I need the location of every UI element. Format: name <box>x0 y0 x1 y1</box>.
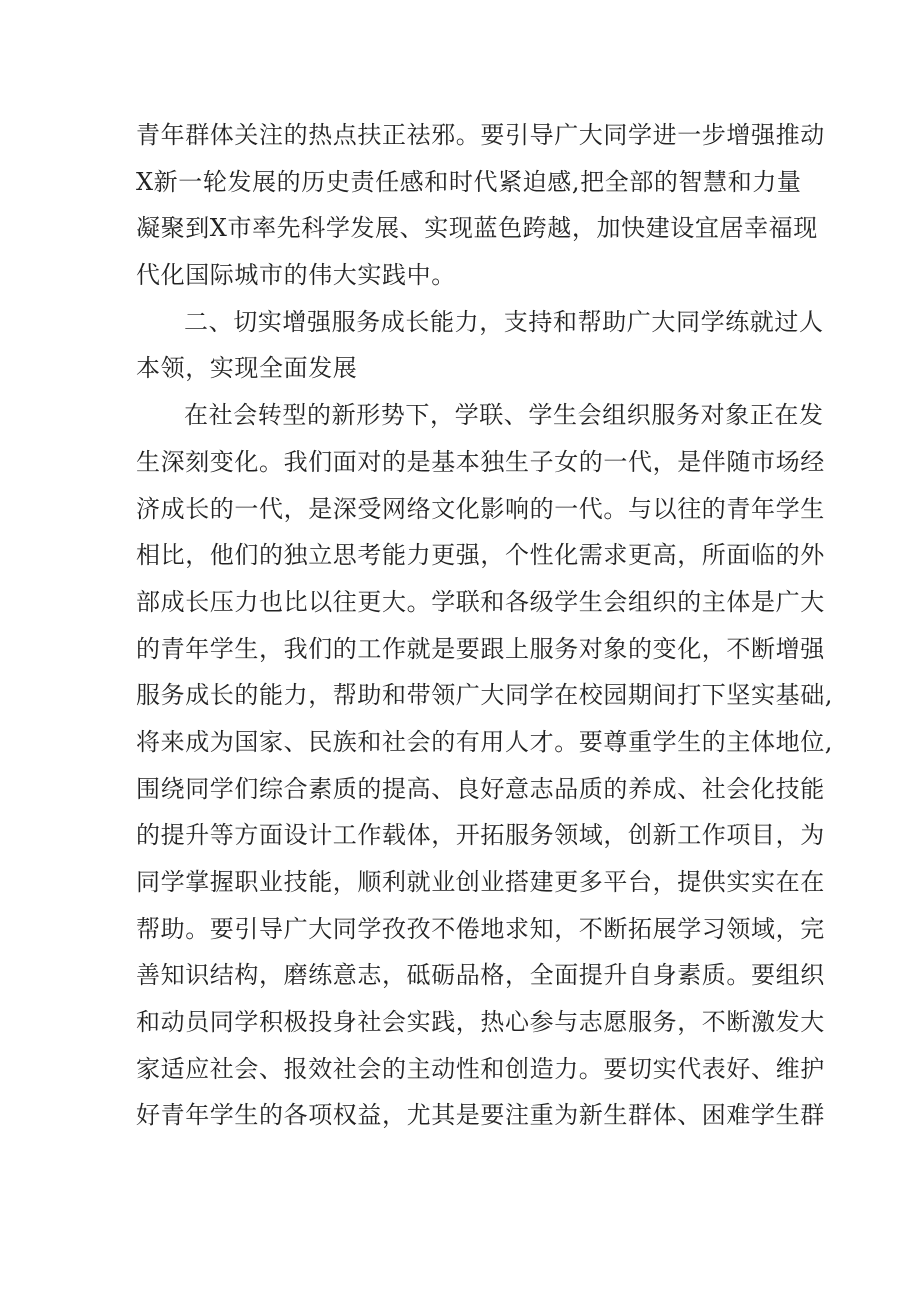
text-line: 围绕同学们综合素质的提高、良好意志品质的养成、社会化技能 <box>136 774 825 803</box>
text-line: 相比，他们的独立思考能力更强，个性化需求更高，所面临的外 <box>136 541 825 570</box>
text-line: 好青年学生的各项权益，尤其是要注重为新生群体、困难学生群 <box>136 1101 825 1130</box>
text-line: 将来成为国家、民族和社会的有用人才。要尊重学生的主体地位, <box>136 727 834 756</box>
text-line: 青年群体关注的热点扶正祛邪。要引导广大同学进一步增强推动 <box>136 121 825 149</box>
text-line: 服务成长的能力，帮助和带领广大同学在校园期间打下坚实基础, <box>136 681 834 710</box>
text-line: 同学掌握职业技能，顺利就业创业搭建更多平台，提供实实在在 <box>136 868 825 896</box>
text-line: 帮助。要引导广大同学孜孜不倦地求知，不断拓展学习领域，完 <box>136 914 825 943</box>
text-line: 在社会转型的新形势下，学联、学生会组织服务对象正在发 <box>184 401 824 430</box>
text-line: 凝聚到X市率先科学发展、实现蓝色跨越，加快建设宜居幸福现 <box>136 214 818 243</box>
text-line: 本领，实现全面发展 <box>136 354 358 383</box>
text-line: 生深刻变化。我们面对的是基本独生子女的一代，是伴随市场经 <box>136 447 825 476</box>
body-text <box>136 112 834 1139</box>
text-line: 的提升等方面设计工作载体，开拓服务领域，创新工作项目，为 <box>136 821 825 850</box>
text-line: 的青年学生，我们的工作就是要跟上服务对象的变化，不断增强 <box>136 634 825 663</box>
text-line: 善知识结构，磨练意志，砥砺品格，全面提升自身素质。要组织 <box>136 961 825 990</box>
text-line: 济成长的一代，是深受网络文化影响的一代。与以往的青年学生 <box>136 494 825 523</box>
text-line: 部成长压力也比以往更大。学联和各级学生会组织的主体是广大 <box>136 587 825 616</box>
text-line: 和动员同学积极投身社会实践，热心参与志愿服务，不断激发大 <box>136 1008 825 1037</box>
text-line: X新一轮发展的历史责任感和时代紧迫感,把全部的智慧和力量 <box>136 167 802 196</box>
text-line: 家适应社会、报效社会的主动性和创造力。要切实代表好、维护 <box>136 1054 825 1083</box>
text-line: 代化国际城市的伟大实践中。 <box>136 261 456 290</box>
text-line: 二、切实增强服务成长能力，支持和帮助广大同学练就过人 <box>184 307 824 336</box>
